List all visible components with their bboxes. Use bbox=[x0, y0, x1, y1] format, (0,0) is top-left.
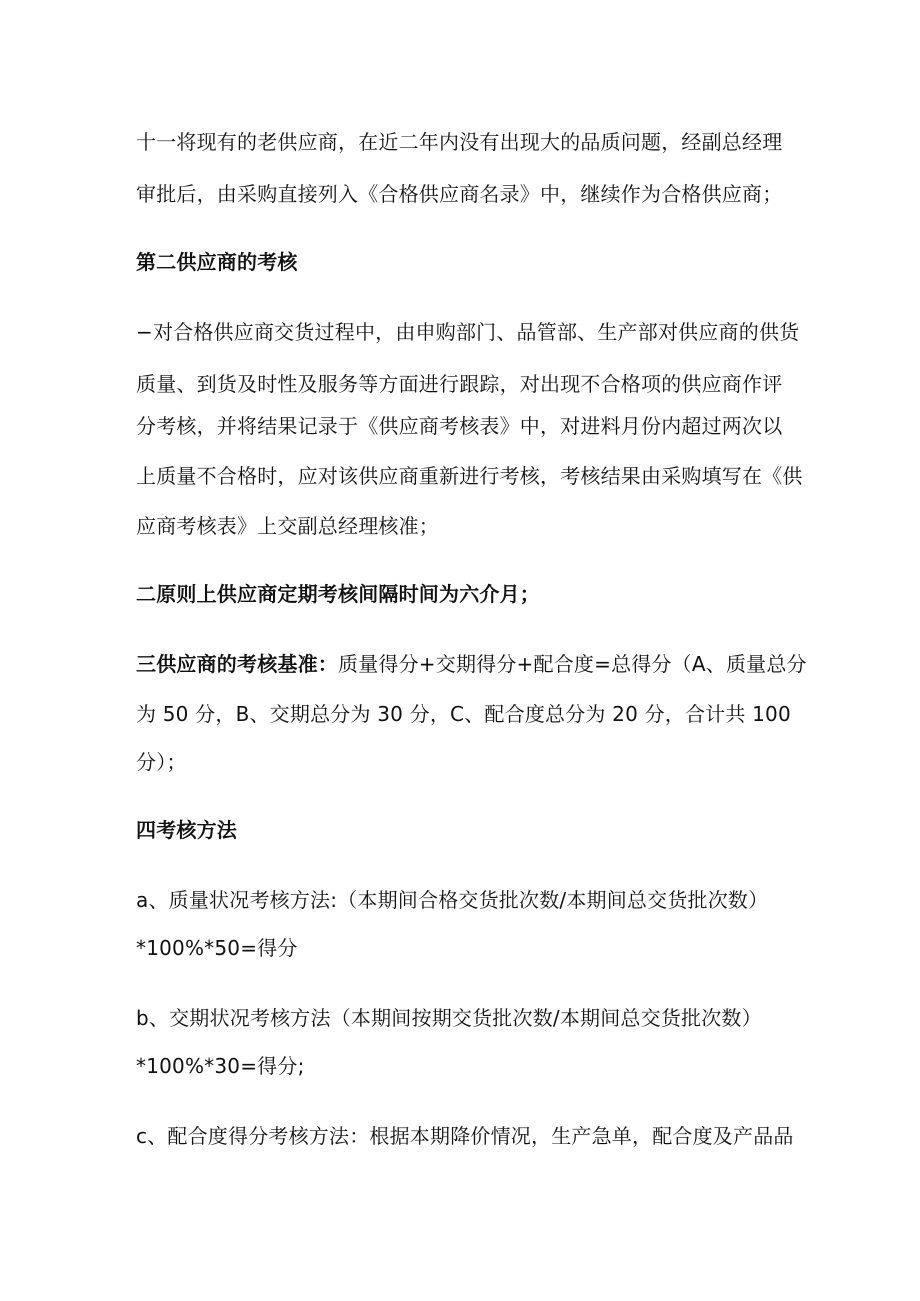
paragraph-2-line-4: 上质量不合格时，应对该供应商重新进行考核，考核结果由采购填写在《供 bbox=[136, 464, 803, 488]
paragraph-1-line-2: 审批后，由采购直接列入《合格供应商名录》中，继续作为合格供应商； bbox=[136, 182, 783, 206]
paragraph-3-line-3: 分）； bbox=[136, 750, 187, 774]
paragraph-1-line-1: 十一将现有的老供应商，在近二年内没有出现大的品质问题，经副总经理 bbox=[136, 130, 783, 154]
method-a-line-1: a、质量状况考核方法:（本期间合格交货批次数/本期间总交货批次数） bbox=[136, 888, 769, 912]
paragraph-2-line-5: 应商考核表》上交副总经理核准； bbox=[136, 514, 439, 538]
paragraph-2-line-1: −对合格供应商交货过程中，由申购部门、品管部、生产部对供应商的供货 bbox=[136, 320, 800, 344]
paragraph-3-line-1 bbox=[136, 650, 807, 678]
section-heading-assessment-interval: 二原则上供应商定期考核间隔时间为六介月； bbox=[136, 582, 540, 606]
paragraph-3-line-2: 为 50 分，B、交期总分为 30 分，C、配合度总分为 20 分，合计共 100 bbox=[136, 702, 791, 726]
paragraph-2-line-2: 质量、到货及时性及服务等方面进行跟踪，对出现不合格项的供应商作评 bbox=[136, 372, 783, 396]
assessment-criteria-formula: 质量得分+交期得分+配合度=总得分（A、质量总分 bbox=[338, 652, 807, 676]
section-heading-assessment-methods: 四考核方法 bbox=[136, 818, 237, 842]
section-heading-supplier-assessment: 第二供应商的考核 bbox=[136, 250, 298, 274]
assessment-criteria-label: 三供应商的考核基准： bbox=[136, 652, 338, 676]
method-a-line-2: *100%*50=得分 bbox=[136, 936, 298, 960]
method-b-line-2: *100%*30=得分; bbox=[136, 1054, 305, 1078]
method-b-line-1: b、交期状况考核方法（本期间按期交货批次数/本期间总交货批次数） bbox=[136, 1006, 762, 1030]
paragraph-2-line-3: 分考核，并将结果记录于《供应商考核表》中，对进料月份内超过两次以 bbox=[136, 414, 783, 438]
method-c-line-1: c、配合度得分考核方法：根据本期降价情况，生产急单，配合度及产品品 bbox=[136, 1124, 794, 1148]
